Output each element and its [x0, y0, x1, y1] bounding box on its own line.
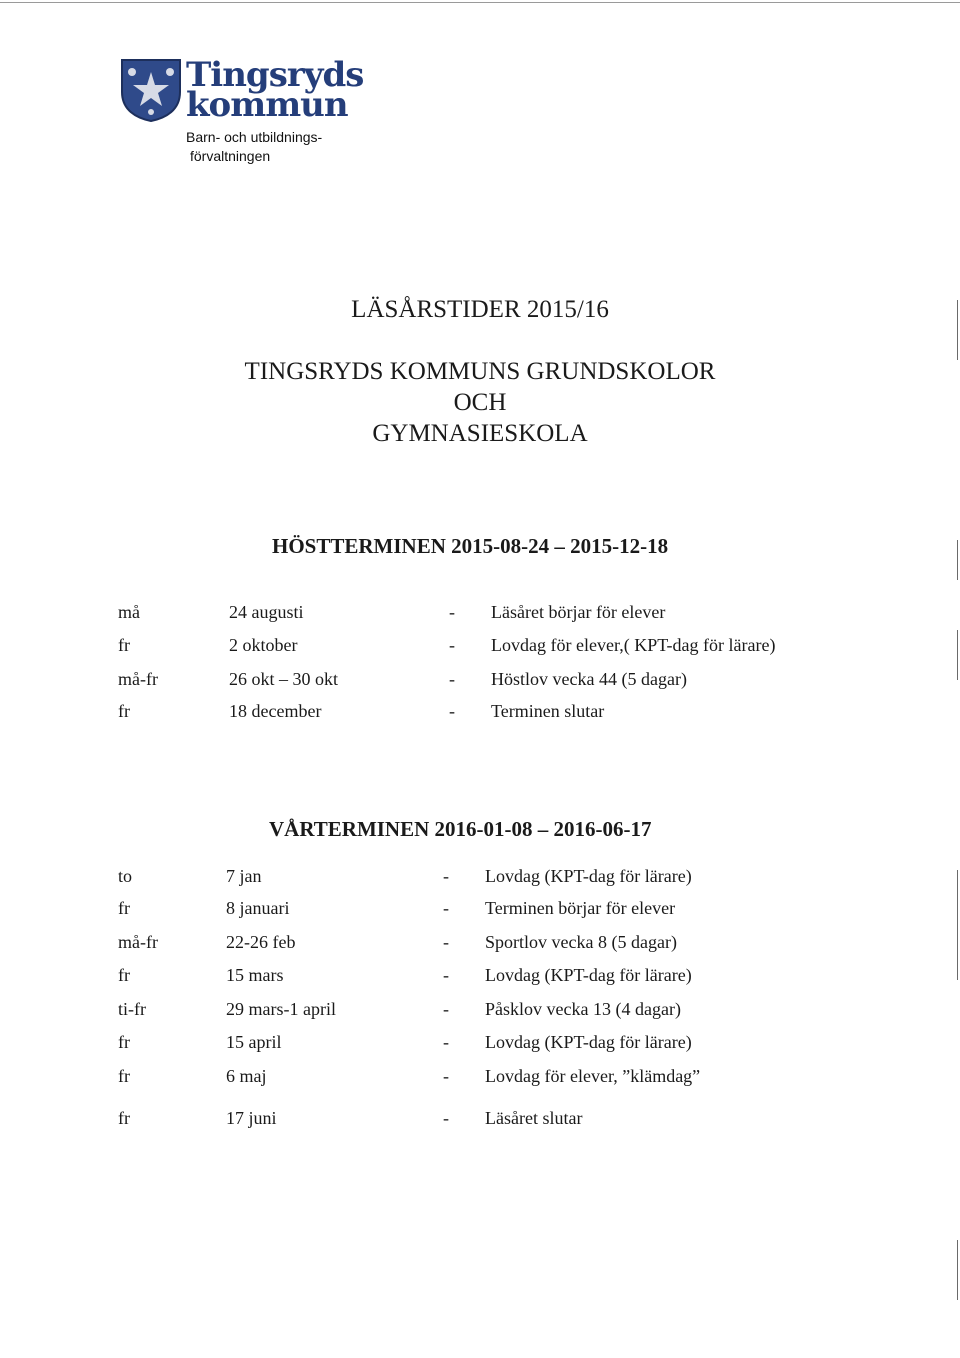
row-date: 24 augusti	[229, 602, 304, 622]
row-date: 22-26 feb	[226, 932, 296, 952]
subtitle-line3: GYMNASIESKOLA	[372, 420, 588, 447]
row-dash: -	[443, 1066, 449, 1086]
row-event: Lovdag för elever,( KPT-dag för lärare)	[491, 635, 776, 655]
row-event: Sportlov vecka 8 (5 dagar)	[485, 932, 677, 952]
row-date: 17 juni	[226, 1108, 277, 1128]
row-day: fr	[118, 635, 130, 655]
schedule-row	[0, 701, 960, 729]
row-dash: -	[449, 602, 455, 622]
department-name-line2: förvaltningen	[190, 148, 271, 164]
row-day: fr	[118, 1108, 130, 1128]
row-dash: -	[443, 898, 449, 918]
schedule-row	[0, 635, 960, 663]
row-day: må-fr	[118, 932, 158, 952]
row-date: 8 januari	[226, 898, 290, 918]
row-event: Lovdag (KPT-dag för lärare)	[485, 866, 692, 886]
schedule-row	[0, 602, 960, 630]
document-title: LÄSÅRSTIDER 2015/16	[351, 296, 609, 323]
row-day: fr	[118, 965, 130, 985]
municipality-name-line1: Tingsryds	[186, 55, 364, 95]
municipality-name	[186, 55, 364, 125]
row-event: Lovdag för elever, ”klämdag”	[485, 1066, 701, 1086]
row-date: 29 mars-1 april	[226, 999, 336, 1019]
row-day: fr	[118, 1066, 130, 1086]
row-event: Höstlov vecka 44 (5 dagar)	[491, 669, 687, 689]
department-name-line1: Barn- och utbildnings-	[186, 129, 323, 145]
scan-edge-mark	[957, 1240, 958, 1300]
row-day: må	[118, 602, 140, 622]
subtitle-line1: TINGSRYDS KOMMUNS GRUNDSKOLOR	[244, 358, 716, 385]
row-dash: -	[443, 1108, 449, 1128]
row-event: Terminen slutar	[491, 701, 605, 721]
schedule-row	[0, 932, 960, 960]
schedule-row	[0, 669, 960, 697]
schedule-row	[0, 999, 960, 1027]
row-event: Läsåret börjar för elever	[491, 602, 666, 622]
row-dash: -	[449, 669, 455, 689]
row-date: 7 jan	[226, 866, 262, 886]
schedule-row	[0, 1032, 960, 1060]
autumn-term-heading: HÖSTTERMINEN 2015-08-24 – 2015-12-18	[272, 534, 669, 558]
department-name	[186, 128, 322, 166]
scan-edge-mark	[957, 540, 958, 580]
row-day: to	[118, 866, 133, 886]
row-date: 26 okt – 30 okt	[229, 669, 339, 689]
scan-edge-line	[0, 2, 960, 3]
schedule-row	[0, 965, 960, 993]
schedule-row	[0, 866, 960, 894]
row-date: 15 mars	[226, 965, 284, 985]
row-dash: -	[443, 932, 449, 952]
row-day: fr	[118, 1032, 130, 1052]
row-day: fr	[118, 898, 130, 918]
row-date: 18 december	[229, 701, 322, 721]
row-dash: -	[443, 1032, 449, 1052]
row-event: Lovdag (KPT-dag för lärare)	[485, 1032, 692, 1052]
schedule-row	[0, 898, 960, 926]
document-subtitle	[0, 356, 960, 449]
row-event: Påsklov vecka 13 (4 dagar)	[485, 999, 681, 1019]
row-event: Lovdag (KPT-dag för lärare)	[485, 965, 692, 985]
row-date: 15 april	[226, 1032, 282, 1052]
row-day: fr	[118, 701, 130, 721]
row-day: ti-fr	[118, 999, 146, 1019]
schedule-row	[0, 1108, 960, 1136]
row-date: 2 oktober	[229, 635, 298, 655]
row-event: Terminen börjar för elever	[485, 898, 676, 918]
row-dash: -	[449, 635, 455, 655]
row-date: 6 maj	[226, 1066, 267, 1086]
row-dash: -	[443, 866, 449, 886]
schedule-row	[0, 1066, 960, 1094]
municipality-name-line2: kommun	[186, 85, 348, 125]
subtitle-line2: OCH	[453, 389, 507, 416]
row-dash: -	[449, 701, 455, 721]
spring-term-heading: VÅRTERMINEN 2016-01-08 – 2016-06-17	[269, 817, 652, 841]
coat-of-arms-icon	[120, 58, 182, 122]
row-dash: -	[443, 999, 449, 1019]
row-event: Läsåret slutar	[485, 1108, 583, 1128]
row-day: må-fr	[118, 669, 158, 689]
row-dash: -	[443, 965, 449, 985]
